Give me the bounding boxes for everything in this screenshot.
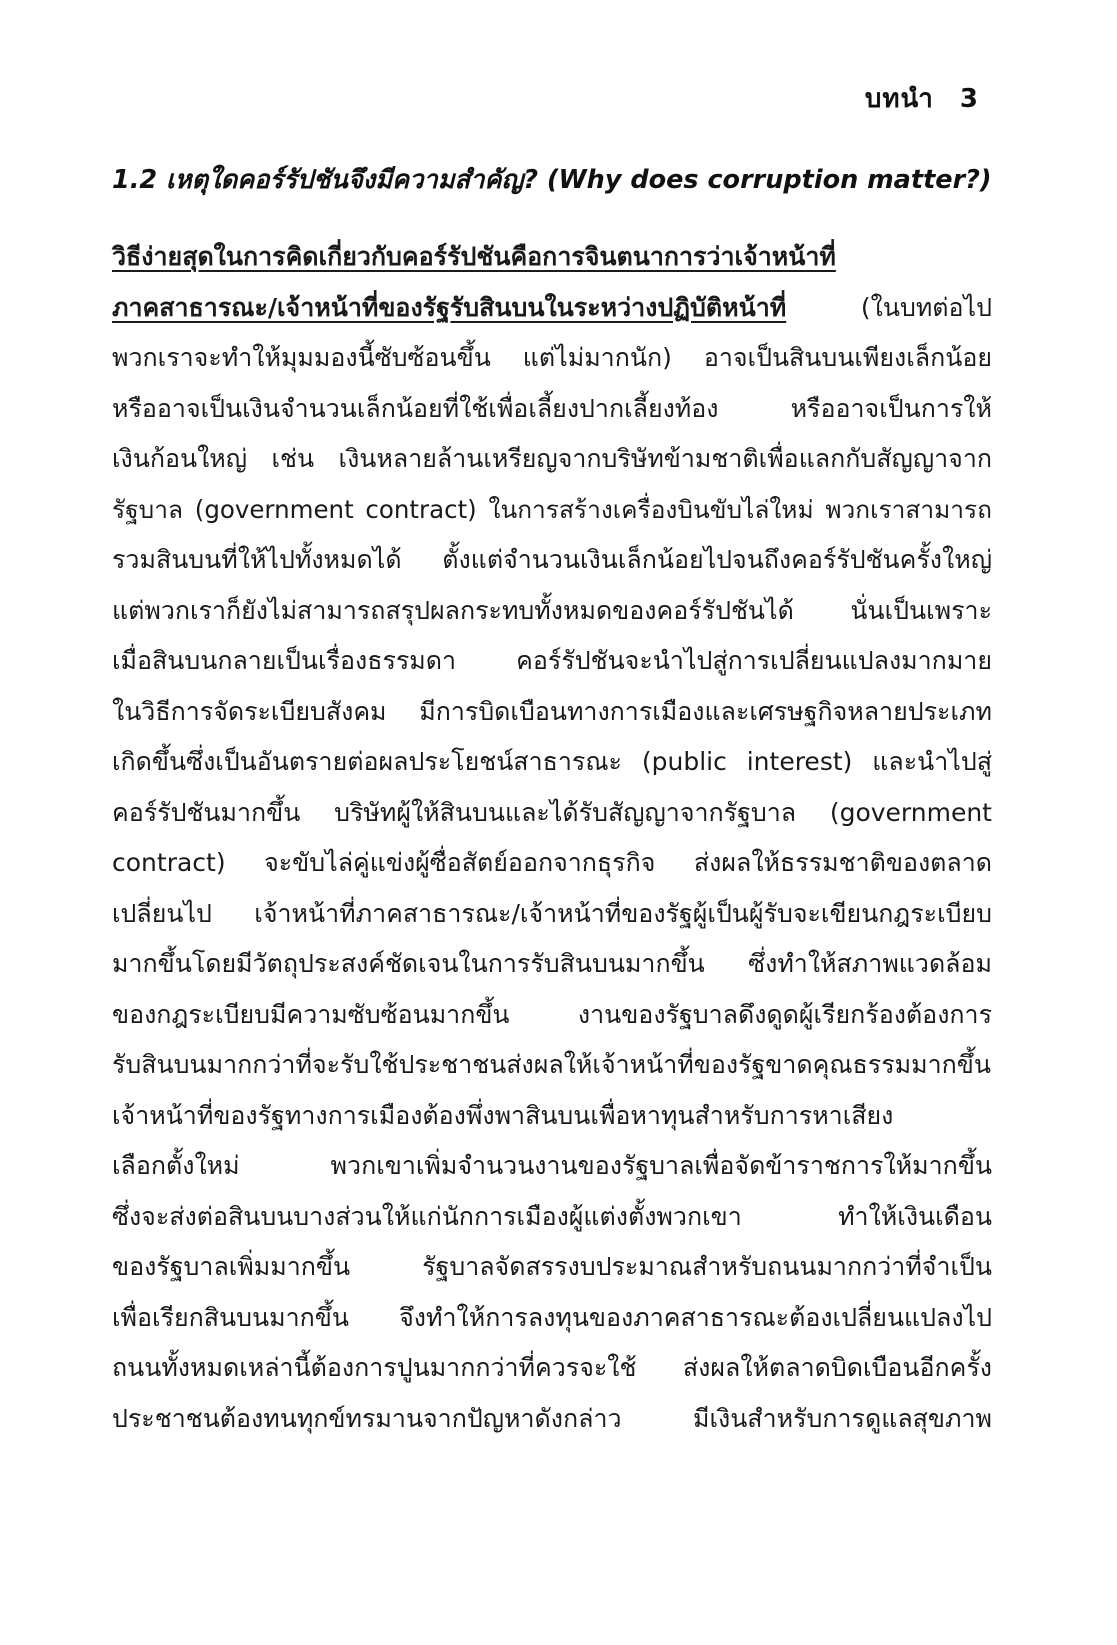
paragraph-line: ของกฎระเบียบมีความซับซ้อนมากขึ้น งานของรัฐบาลดึงดูดผู้เรียกร้องต้องการ: [112, 999, 992, 1029]
paragraph-line: ของรัฐบาลเพิ่มมากขึ้น รัฐบาลจัดสรรงบประมาณสำหรับถนนมากกว่าที่จำเป็น: [112, 1252, 992, 1281]
paragraph-line: มากขึ้นโดยมีวัตถุประสงค์ชัดเจนในการรับสินบนมากขึ้น ซึ่งทำให้สภาพแวดล้อม: [112, 949, 992, 978]
body-paragraph: [112, 232, 992, 1444]
chapter-label: บทนำ: [864, 84, 934, 114]
running-header: [865, 78, 979, 119]
paragraph-line: พวกเราจะทำให้มุมมองนี้ซับซ้อนขึ้น แต่ไม่มากนัก) อาจเป็นสินบนเพียงเล็กน้อย: [112, 343, 992, 372]
page-number: 3: [959, 84, 979, 114]
emphasized-text: วิธีง่ายสุดในการคิดเกี่ยวกับคอร์รัปชันคือการจินตนาการว่าเจ้าหน้าที่: [112, 242, 836, 271]
paragraph-line: เพื่อเรียกสินบนมากขึ้น จึงทำให้การลงทุนของภาคสาธารณะต้องเปลี่ยนแปลงไป: [112, 1302, 992, 1332]
emphasized-text: ภาคสาธารณะ/เจ้าหน้าที่ของรัฐรับสินบนในระหว่างปฏิบัติหน้าที่: [112, 292, 787, 322]
paragraph-line: รวมสินบนที่ให้ไปทั้งหมดได้ ตั้งแต่จำนวนเงินเล็กน้อยไปจนถึงคอร์รัปชันครั้งใหญ่: [112, 545, 992, 574]
paragraph-line: เจ้าหน้าที่ของรัฐทางการเมืองต้องพึ่งพาสินบนเพื่อหาทุนสำหรับการหาเสียง: [112, 1100, 894, 1130]
paragraph-line: เกิดขึ้นซึ่งเป็นอันตรายต่อผลประโยชน์สาธารณะ (public interest) และนำไปสู่: [112, 747, 992, 776]
paragraph-line: [112, 283, 992, 334]
paragraph-line: [112, 232, 992, 283]
line-text: (ในบทต่อไป: [786, 292, 992, 322]
paragraph-line: เงินก้อนใหญ่ เช่น เงินหลายล้านเหรียญจากบริษัทข้ามชาติเพื่อแลกกับสัญญาจาก: [112, 444, 992, 473]
paragraph-line: ในวิธีการจัดระเบียบสังคม มีการบิดเบือนทางการเมืองและเศรษฐกิจหลายประเภท: [112, 696, 992, 726]
paragraph-line: แต่พวกเราก็ยังไม่สามารถสรุปผลกระทบทั้งหมดของคอร์รัปชันได้ นั่นเป็นเพราะ: [112, 595, 992, 625]
section-title: 1.2 เหตุใดคอร์รัปชันจึงมีความสำคัญ? (Why does corruption matter?): [112, 165, 992, 195]
paragraph-line: รับสินบนมากกว่าที่จะรับใช้ประชาชนส่งผลให้เจ้าหน้าที่ของรัฐขาดคุณธรรมมากขึ้น: [112, 1050, 991, 1079]
paragraph-line: ซึ่งจะส่งต่อสินบนบางส่วนให้แก่นักการเมืองผู้แต่งตั้งพวกเขา ทำให้เงินเดือน: [112, 1201, 992, 1231]
paragraph-line: เปลี่ยนไป เจ้าหน้าที่ภาคสาธารณะ/เจ้าหน้าที่ของรัฐผู้เป็นผู้รับจะเขียนกฎระเบียบ: [112, 898, 992, 928]
paragraph-line: คอร์รัปชันมากขึ้น บริษัทผู้ให้สินบนและได้รับสัญญาจากรัฐบาล (government: [112, 797, 992, 827]
paragraph-line: ถนนทั้งหมดเหล่านี้ต้องการปูนมากกว่าที่ควรจะใช้ ส่งผลให้ตลาดบิดเบือนอีกครั้ง: [112, 1353, 992, 1382]
paragraph-line: เลือกตั้งใหม่ พวกเขาเพิ่มจำนวนงานของรัฐบาลเพื่อจัดข้าราชการให้มากขึ้น: [112, 1151, 992, 1180]
paragraph-line: contract) จะขับไล่คู่แข่งผู้ซื่อสัตย์ออกจากธุรกิจ ส่งผลให้ธรรมชาติของตลาด: [112, 848, 992, 877]
paragraph-line: รัฐบาล (government contract) ในการสร้างเครื่องบินขับไล่ใหม่ พวกเราสามารถ: [112, 494, 992, 524]
paragraph-line: ประชาชนต้องทนทุกข์ทรมานจากปัญหาดังกล่าว มีเงินสำหรับการดูแลสุขภาพ: [112, 1403, 992, 1433]
paragraph-line: เมื่อสินบนกลายเป็นเรื่องธรรมดา คอร์รัปชันจะนำไปสู่การเปลี่ยนแปลงมากมาย: [112, 646, 992, 675]
paragraph-line: หรืออาจเป็นเงินจำนวนเล็กน้อยที่ใช้เพื่อเลี้ยงปากเลี้ยงท้อง หรืออาจเป็นการให้: [112, 393, 992, 423]
